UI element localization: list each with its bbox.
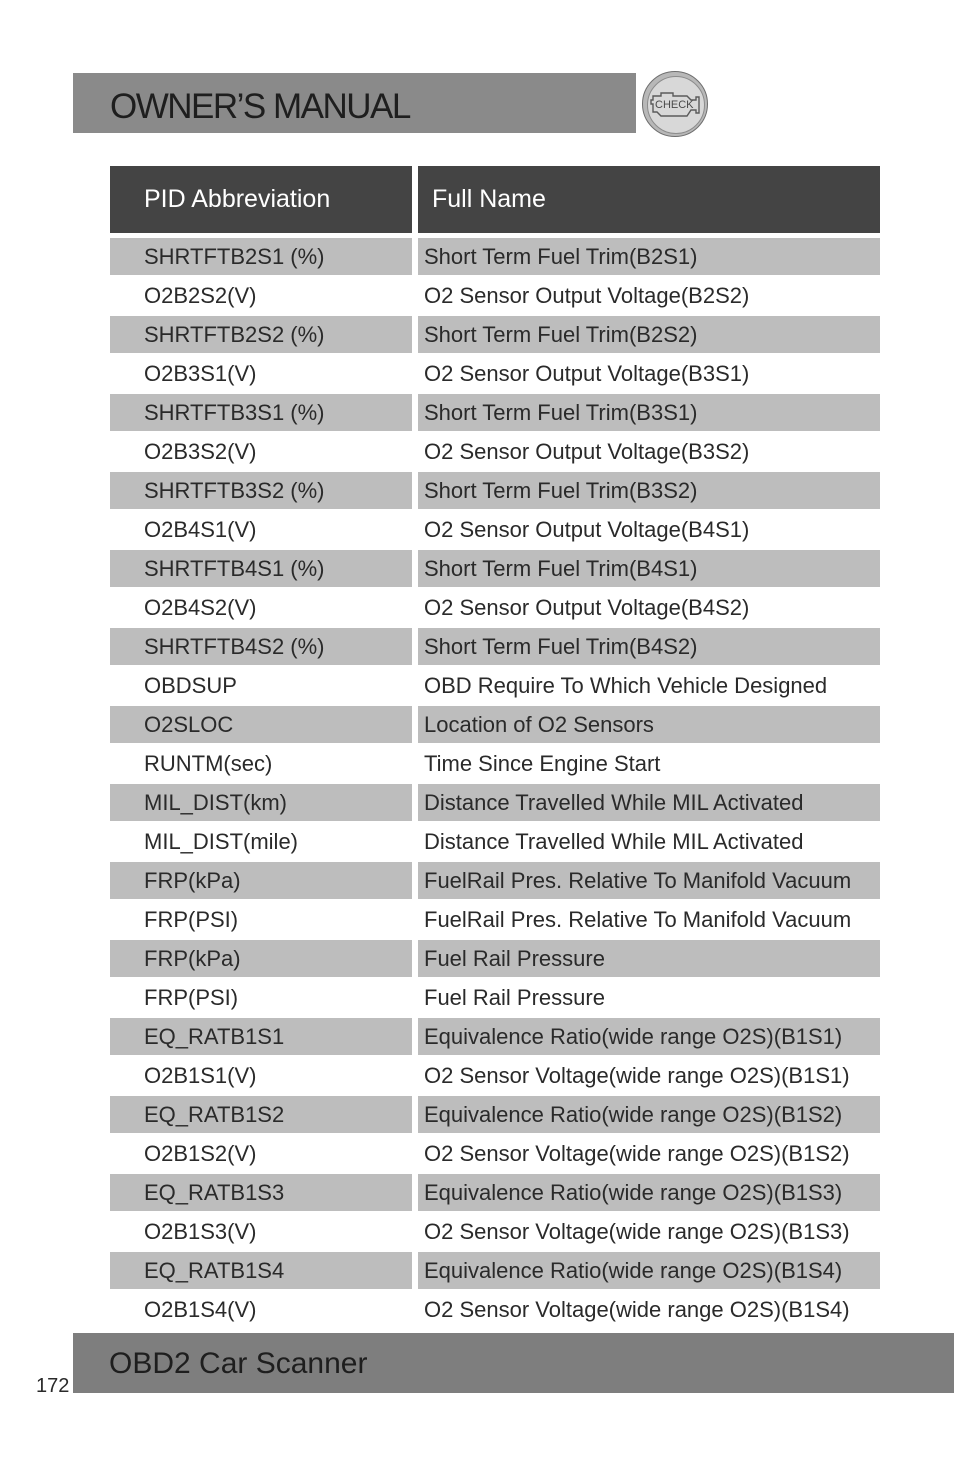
full-name-cell: Short Term Fuel Trim(B4S1) xyxy=(418,549,880,588)
table-row xyxy=(110,1017,880,1056)
table-row xyxy=(110,900,880,939)
table-row xyxy=(110,510,880,549)
full-name-cell: O2 Sensor Output Voltage(B3S1) xyxy=(424,360,750,386)
pid-table xyxy=(110,166,880,1329)
pid-abbreviation-cell: SHRTFTB3S1 (%) xyxy=(110,393,412,432)
table-row xyxy=(110,432,880,471)
pid-abbreviation-cell: O2B1S2(V) xyxy=(144,1140,257,1166)
pid-abbreviation-cell: SHRTFTB2S1 (%) xyxy=(110,237,412,276)
column-header-full-name: Full Name xyxy=(418,166,880,233)
pid-abbreviation-cell: O2SLOC xyxy=(110,705,412,744)
table-row xyxy=(110,1212,880,1251)
pid-abbreviation-cell: EQ_RATB1S3 xyxy=(110,1173,412,1212)
pid-abbreviation-cell: RUNTM(sec) xyxy=(144,750,273,776)
page-title: OWNER’S MANUAL xyxy=(110,87,410,126)
pid-abbreviation-cell: O2B1S3(V) xyxy=(144,1218,257,1244)
footer-bar xyxy=(73,1333,954,1393)
pid-abbreviation-cell: FRP(kPa) xyxy=(110,861,412,900)
page-number: 172 xyxy=(36,1375,70,1397)
full-name-cell: Equivalence Ratio(wide range O2S)(B1S4) xyxy=(418,1251,880,1290)
pid-abbreviation-cell: O2B4S2(V) xyxy=(144,594,257,620)
full-name-cell: Short Term Fuel Trim(B2S1) xyxy=(418,237,880,276)
full-name-cell: Fuel Rail Pressure xyxy=(418,939,880,978)
table-row xyxy=(110,627,880,666)
pid-abbreviation-cell: MIL_DIST(mile) xyxy=(144,828,299,854)
pid-abbreviation-cell: FRP(PSI) xyxy=(144,906,239,932)
pid-abbreviation-cell: SHRTFTB4S1 (%) xyxy=(110,549,412,588)
full-name-cell: Short Term Fuel Trim(B4S2) xyxy=(418,627,880,666)
full-name-cell: O2 Sensor Voltage(wide range O2S)(B1S3) xyxy=(424,1218,850,1244)
pid-abbreviation-cell: FRP(kPa) xyxy=(110,939,412,978)
table-row xyxy=(110,549,880,588)
full-name-cell: Short Term Fuel Trim(B3S2) xyxy=(418,471,880,510)
pid-abbreviation-cell: O2B1S1(V) xyxy=(144,1062,257,1088)
full-name-cell: O2 Sensor Output Voltage(B3S2) xyxy=(424,438,750,464)
pid-abbreviation-cell: O2B3S1(V) xyxy=(144,360,257,386)
table-row xyxy=(110,705,880,744)
full-name-cell: O2 Sensor Voltage(wide range O2S)(B1S4) xyxy=(424,1296,850,1322)
pid-abbreviation-cell: O2B1S4(V) xyxy=(144,1296,257,1322)
full-name-cell: Short Term Fuel Trim(B2S2) xyxy=(418,315,880,354)
full-name-cell: Time Since Engine Start xyxy=(424,750,661,776)
table-header-row xyxy=(110,166,880,233)
table-row xyxy=(110,1095,880,1134)
footer-title: OBD2 Car Scanner xyxy=(109,1347,368,1380)
full-name-cell: O2 Sensor Output Voltage(B4S1) xyxy=(424,516,750,542)
pid-abbreviation-cell: SHRTFTB3S2 (%) xyxy=(110,471,412,510)
table-row xyxy=(110,315,880,354)
table-row xyxy=(110,354,880,393)
table-row xyxy=(110,1173,880,1212)
full-name-cell: Distance Travelled While MIL Activated xyxy=(418,783,880,822)
full-name-cell: FuelRail Pres. Relative To Manifold Vacuum xyxy=(418,861,880,900)
table-row xyxy=(110,978,880,1017)
full-name-cell: Fuel Rail Pressure xyxy=(424,984,605,1010)
table-row xyxy=(110,666,880,705)
full-name-cell: O2 Sensor Voltage(wide range O2S)(B1S2) xyxy=(424,1140,850,1166)
check-label: CHECK xyxy=(655,99,694,111)
table-row xyxy=(110,1134,880,1173)
header-bar xyxy=(73,73,636,133)
table-row xyxy=(110,471,880,510)
full-name-cell: Location of O2 Sensors xyxy=(418,705,880,744)
pid-abbreviation-cell: O2B4S1(V) xyxy=(144,516,257,542)
table-row xyxy=(110,393,880,432)
full-name-cell: O2 Sensor Output Voltage(B2S2) xyxy=(424,282,750,308)
table-row xyxy=(110,861,880,900)
full-name-cell: Short Term Fuel Trim(B3S1) xyxy=(418,393,880,432)
full-name-cell: O2 Sensor Output Voltage(B4S2) xyxy=(424,594,750,620)
full-name-cell: Equivalence Ratio(wide range O2S)(B1S1) xyxy=(418,1017,880,1056)
table-row xyxy=(110,276,880,315)
pid-abbreviation-cell: FRP(PSI) xyxy=(144,984,239,1010)
full-name-cell: Distance Travelled While MIL Activated xyxy=(424,828,804,854)
pid-abbreviation-cell: SHRTFTB2S2 (%) xyxy=(110,315,412,354)
table-row xyxy=(110,822,880,861)
pid-abbreviation-cell: EQ_RATB1S1 xyxy=(110,1017,412,1056)
pid-abbreviation-cell: OBDSUP xyxy=(144,672,237,698)
table-row xyxy=(110,939,880,978)
full-name-cell: Equivalence Ratio(wide range O2S)(B1S3) xyxy=(418,1173,880,1212)
full-name-cell: OBD Require To Which Vehicle Designed xyxy=(424,672,828,698)
pid-table-body xyxy=(110,237,880,1329)
pid-abbreviation-cell: EQ_RATB1S4 xyxy=(110,1251,412,1290)
pid-abbreviation-cell: EQ_RATB1S2 xyxy=(110,1095,412,1134)
table-row xyxy=(110,783,880,822)
full-name-cell: Equivalence Ratio(wide range O2S)(B1S2) xyxy=(418,1095,880,1134)
column-header-pid-abbreviation: PID Abbreviation xyxy=(110,166,412,233)
table-row xyxy=(110,1290,880,1329)
pid-abbreviation-cell: SHRTFTB4S2 (%) xyxy=(110,627,412,666)
full-name-cell: O2 Sensor Voltage(wide range O2S)(B1S1) xyxy=(424,1062,850,1088)
pid-abbreviation-cell: MIL_DIST(km) xyxy=(110,783,412,822)
table-row xyxy=(110,1056,880,1095)
table-row xyxy=(110,1251,880,1290)
full-name-cell: FuelRail Pres. Relative To Manifold Vacuum xyxy=(424,906,852,932)
check-engine-badge xyxy=(642,71,708,137)
pid-abbreviation-cell: O2B3S2(V) xyxy=(144,438,257,464)
table-row xyxy=(110,744,880,783)
pid-abbreviation-cell: O2B2S2(V) xyxy=(144,282,257,308)
table-row xyxy=(110,237,880,276)
table-row xyxy=(110,588,880,627)
